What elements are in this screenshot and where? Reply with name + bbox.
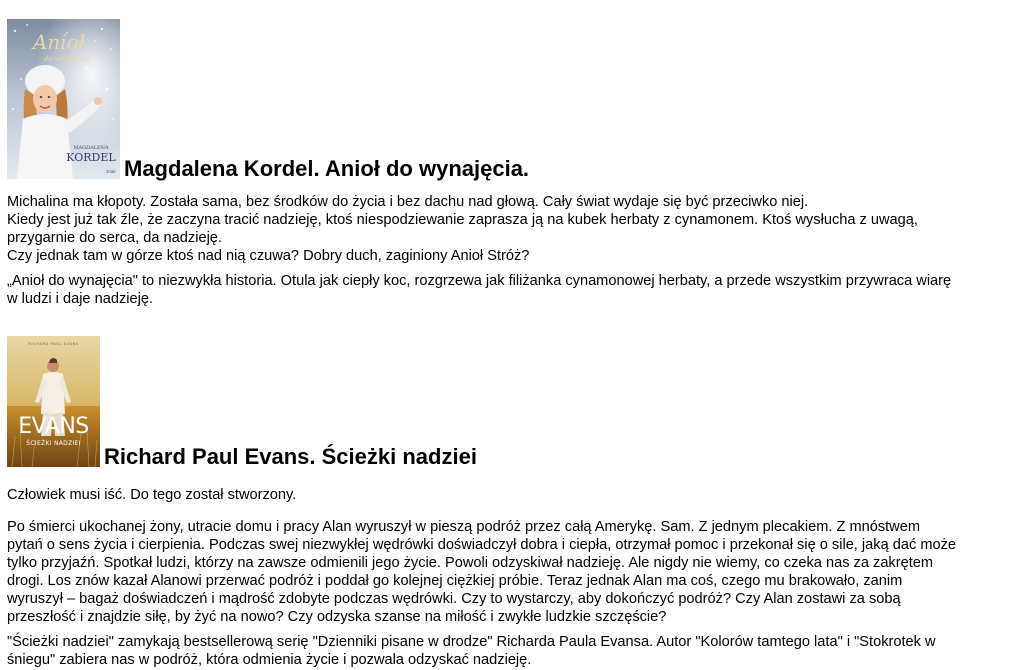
text-line: przygarnie do serca, da nadzieję. bbox=[7, 230, 222, 246]
description-paragraph bbox=[7, 486, 1012, 504]
cover-publisher-art: znak bbox=[106, 169, 116, 174]
book-entry bbox=[7, 19, 1012, 308]
book-description bbox=[7, 193, 1012, 308]
cover-author-first-art: MAGDALENA bbox=[73, 145, 109, 151]
book-header bbox=[7, 336, 1012, 467]
text-line: przeszłość i znajdzie siłę, by żyć na nowo? Czy odzyska szanse na miłość i zwykłe ludzkie szczęście? bbox=[7, 609, 667, 625]
text-line: śniegu" zabiera nas w podróż, która odmienia życie i pozwala odzyskać nadzieję. bbox=[7, 652, 532, 668]
description-paragraph bbox=[7, 247, 1012, 265]
text-line: tylko przyjaźń. Spotkał ludzi, którzy na zawsze odmienili jego życie. Powoli odzyskiwał nadzieję. Ale nigdy nie wiemy, co czeka nas za zakrętem bbox=[7, 555, 934, 571]
cover-author-last-art: KORDEL bbox=[66, 151, 116, 164]
text-line: wyruszył – bagaż doświadczeń i mądrość zdobyte podczas wędrówki. Czy to wystarczy, aby dokończyć podróż? Czy Alan zostawi za sobą bbox=[7, 591, 901, 607]
cover-subtitle-art: do wynajęcia bbox=[43, 55, 91, 63]
text-line: w ludzi i daje nadzieję. bbox=[7, 291, 154, 307]
book-title: Richard Paul Evans. Ścieżki nadziei bbox=[104, 444, 477, 469]
description-paragraph bbox=[7, 518, 1012, 626]
text-line: Michalina ma kłopoty. Została sama, bez środków do życia i bez dachu nad głową. Cały świat wydaje się być przeciwko niej. bbox=[7, 194, 809, 210]
text-line: „Anioł do wynajęcia" to niezwykła historia. Otula jak ciepły koc, rozgrzewa jak filiżanka cynamonowej herbaty, a przede wszystkim przywraca wiarę bbox=[7, 273, 952, 289]
text-line: "Ścieżki nadziei" zamykają bestsellerową serię "Dzienniki pisane w drodze" Richarda Paula Evansa. Autor "Kolorów tamtego lata" i "Stokrotek w bbox=[7, 634, 936, 650]
book-header bbox=[7, 19, 1012, 179]
description-paragraph bbox=[7, 272, 1012, 308]
cover-title-art: Anioł bbox=[32, 30, 86, 54]
text-line: drogi. Los znów kazał Alanowi przerwać podróż i poddał go kolejnej ciężkiej próbie. Teraz jednak Alan ma coś, czego mu brakowało, zanim bbox=[7, 573, 903, 589]
book-cover-image bbox=[7, 19, 120, 179]
description-paragraph bbox=[7, 193, 1012, 211]
cover-top-text-art: RICHARD PAUL EVANS bbox=[28, 342, 79, 346]
cover-author-art: EVANS bbox=[18, 414, 89, 439]
cover-title-art: ŚCIEŻKI NADZIEI bbox=[26, 440, 81, 447]
book-cover-image bbox=[7, 336, 100, 467]
description-paragraph bbox=[7, 211, 1012, 247]
description-paragraph bbox=[7, 633, 1012, 669]
book-entry bbox=[7, 336, 1012, 669]
text-line: Człowiek musi iść. Do tego został stworzony. bbox=[7, 487, 297, 503]
text-line: Kiedy jest już tak źle, że zaczyna tracić nadzieję, ktoś niespodziewanie zaprasza ją na kubek herbaty z cynamonem. Ktoś wysłucha z uwagą, bbox=[7, 212, 918, 228]
text-line: Czy jednak tam w górze ktoś nad nią czuwa? Dobry duch, zaginiony Anioł Stróż? bbox=[7, 248, 530, 264]
text-line: Po śmierci ukochanej żony, utracie domu i pracy Alan wyruszył w pieszą podróż przez całą Amerykę. Sam. Z jednym plecakiem. Z mnóstwem bbox=[7, 519, 920, 535]
text-line: pytań o sens życia i cierpienia. Podczas swej niezwykłej wędrówki doświadczył dobra i ciepła, otrzymał pomoc i przekonał się o sile, jaką dać może bbox=[7, 537, 957, 553]
book-title: Magdalena Kordel. Anioł do wynajęcia. bbox=[124, 156, 530, 181]
